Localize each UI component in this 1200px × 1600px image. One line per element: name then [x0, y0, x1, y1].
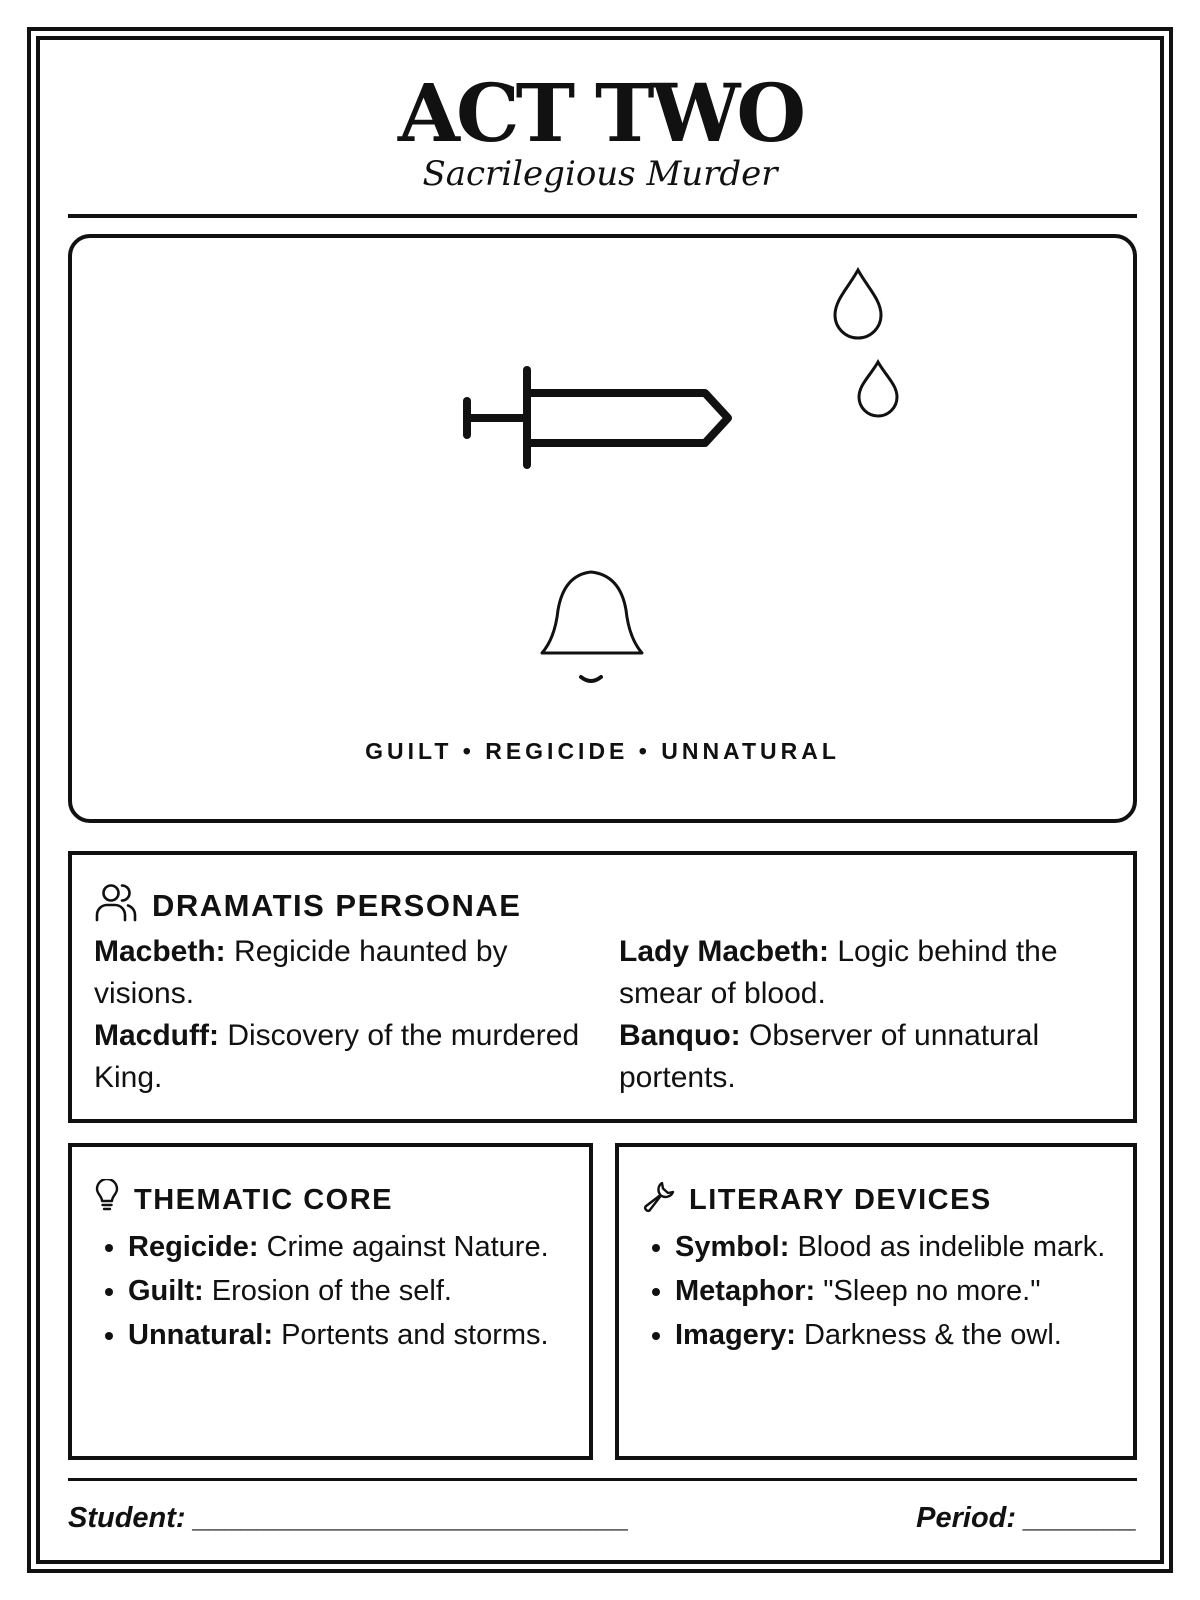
character-entry	[619, 931, 1124, 1015]
lightbulb-icon	[94, 1179, 120, 1221]
term: Metaphor:	[675, 1275, 816, 1307]
term-description: Crime against Nature.	[266, 1231, 549, 1263]
term: Guilt:	[128, 1275, 204, 1307]
section-title: DRAMATIS PERSONAE	[152, 888, 522, 923]
blood-drop-icon	[859, 362, 897, 416]
character-description: Observer of unnatural portents.	[619, 1019, 1040, 1094]
page-subtitle: Sacrilegious Murder	[422, 154, 778, 194]
character-description: Regicide haunted by visions.	[94, 935, 508, 1010]
character-entry	[619, 1015, 1124, 1099]
section-title: LITERARY DEVICES	[689, 1183, 992, 1216]
term-description: Blood as indelible mark.	[797, 1231, 1106, 1263]
people-icon	[94, 881, 138, 931]
footer-divider	[68, 1478, 1137, 1481]
character-name: Lady Macbeth:	[619, 935, 830, 968]
list-item	[128, 1315, 573, 1356]
term: Regicide:	[128, 1231, 259, 1263]
illustration	[72, 238, 1133, 819]
character-description: Discovery of the murdered King.	[94, 1019, 580, 1094]
term-description: Darkness & the owl.	[803, 1319, 1062, 1351]
wrench-icon	[641, 1179, 675, 1221]
character-description: Logic behind the smear of blood.	[619, 935, 1058, 1010]
illustration-panel	[68, 234, 1137, 823]
thematic-core-section	[68, 1143, 593, 1460]
page-title: ACT TWO	[397, 66, 803, 160]
student-name-field[interactable]: Student: ___________________________	[68, 1502, 630, 1534]
dramatis-personae-section	[68, 851, 1137, 1123]
literary-devices-section	[615, 1143, 1137, 1460]
list-item	[128, 1271, 573, 1312]
character-name: Macduff:	[94, 1019, 219, 1052]
term: Unnatural:	[128, 1319, 273, 1351]
theme-keywords: GUILT • REGICIDE • UNNATURAL	[365, 738, 840, 764]
term-description: Portents and storms.	[281, 1319, 549, 1351]
section-header	[94, 1179, 393, 1221]
character-name: Banquo:	[619, 1019, 741, 1052]
term-description: "Sleep no more."	[823, 1275, 1041, 1307]
term: Symbol:	[675, 1231, 790, 1263]
term: Imagery:	[675, 1319, 796, 1351]
title-divider	[68, 214, 1137, 218]
list-item	[675, 1271, 1117, 1312]
character-column	[619, 931, 1124, 1099]
list-item	[675, 1227, 1117, 1268]
period-field[interactable]: Period: _______	[916, 1502, 1137, 1534]
term-description: Erosion of the self.	[211, 1275, 452, 1307]
character-entry	[94, 1015, 594, 1099]
theme-list	[94, 1227, 573, 1359]
section-header	[641, 1179, 992, 1221]
device-list	[641, 1227, 1117, 1359]
list-item	[128, 1227, 573, 1268]
character-entry	[94, 931, 594, 1015]
blood-drop-icon	[835, 270, 881, 338]
section-header	[94, 881, 521, 931]
dagger-icon	[467, 370, 728, 465]
character-column	[94, 931, 594, 1099]
bell-icon	[542, 572, 642, 681]
list-item	[675, 1315, 1117, 1356]
character-name: Macbeth:	[94, 935, 226, 968]
section-title: THEMATIC CORE	[134, 1183, 394, 1216]
